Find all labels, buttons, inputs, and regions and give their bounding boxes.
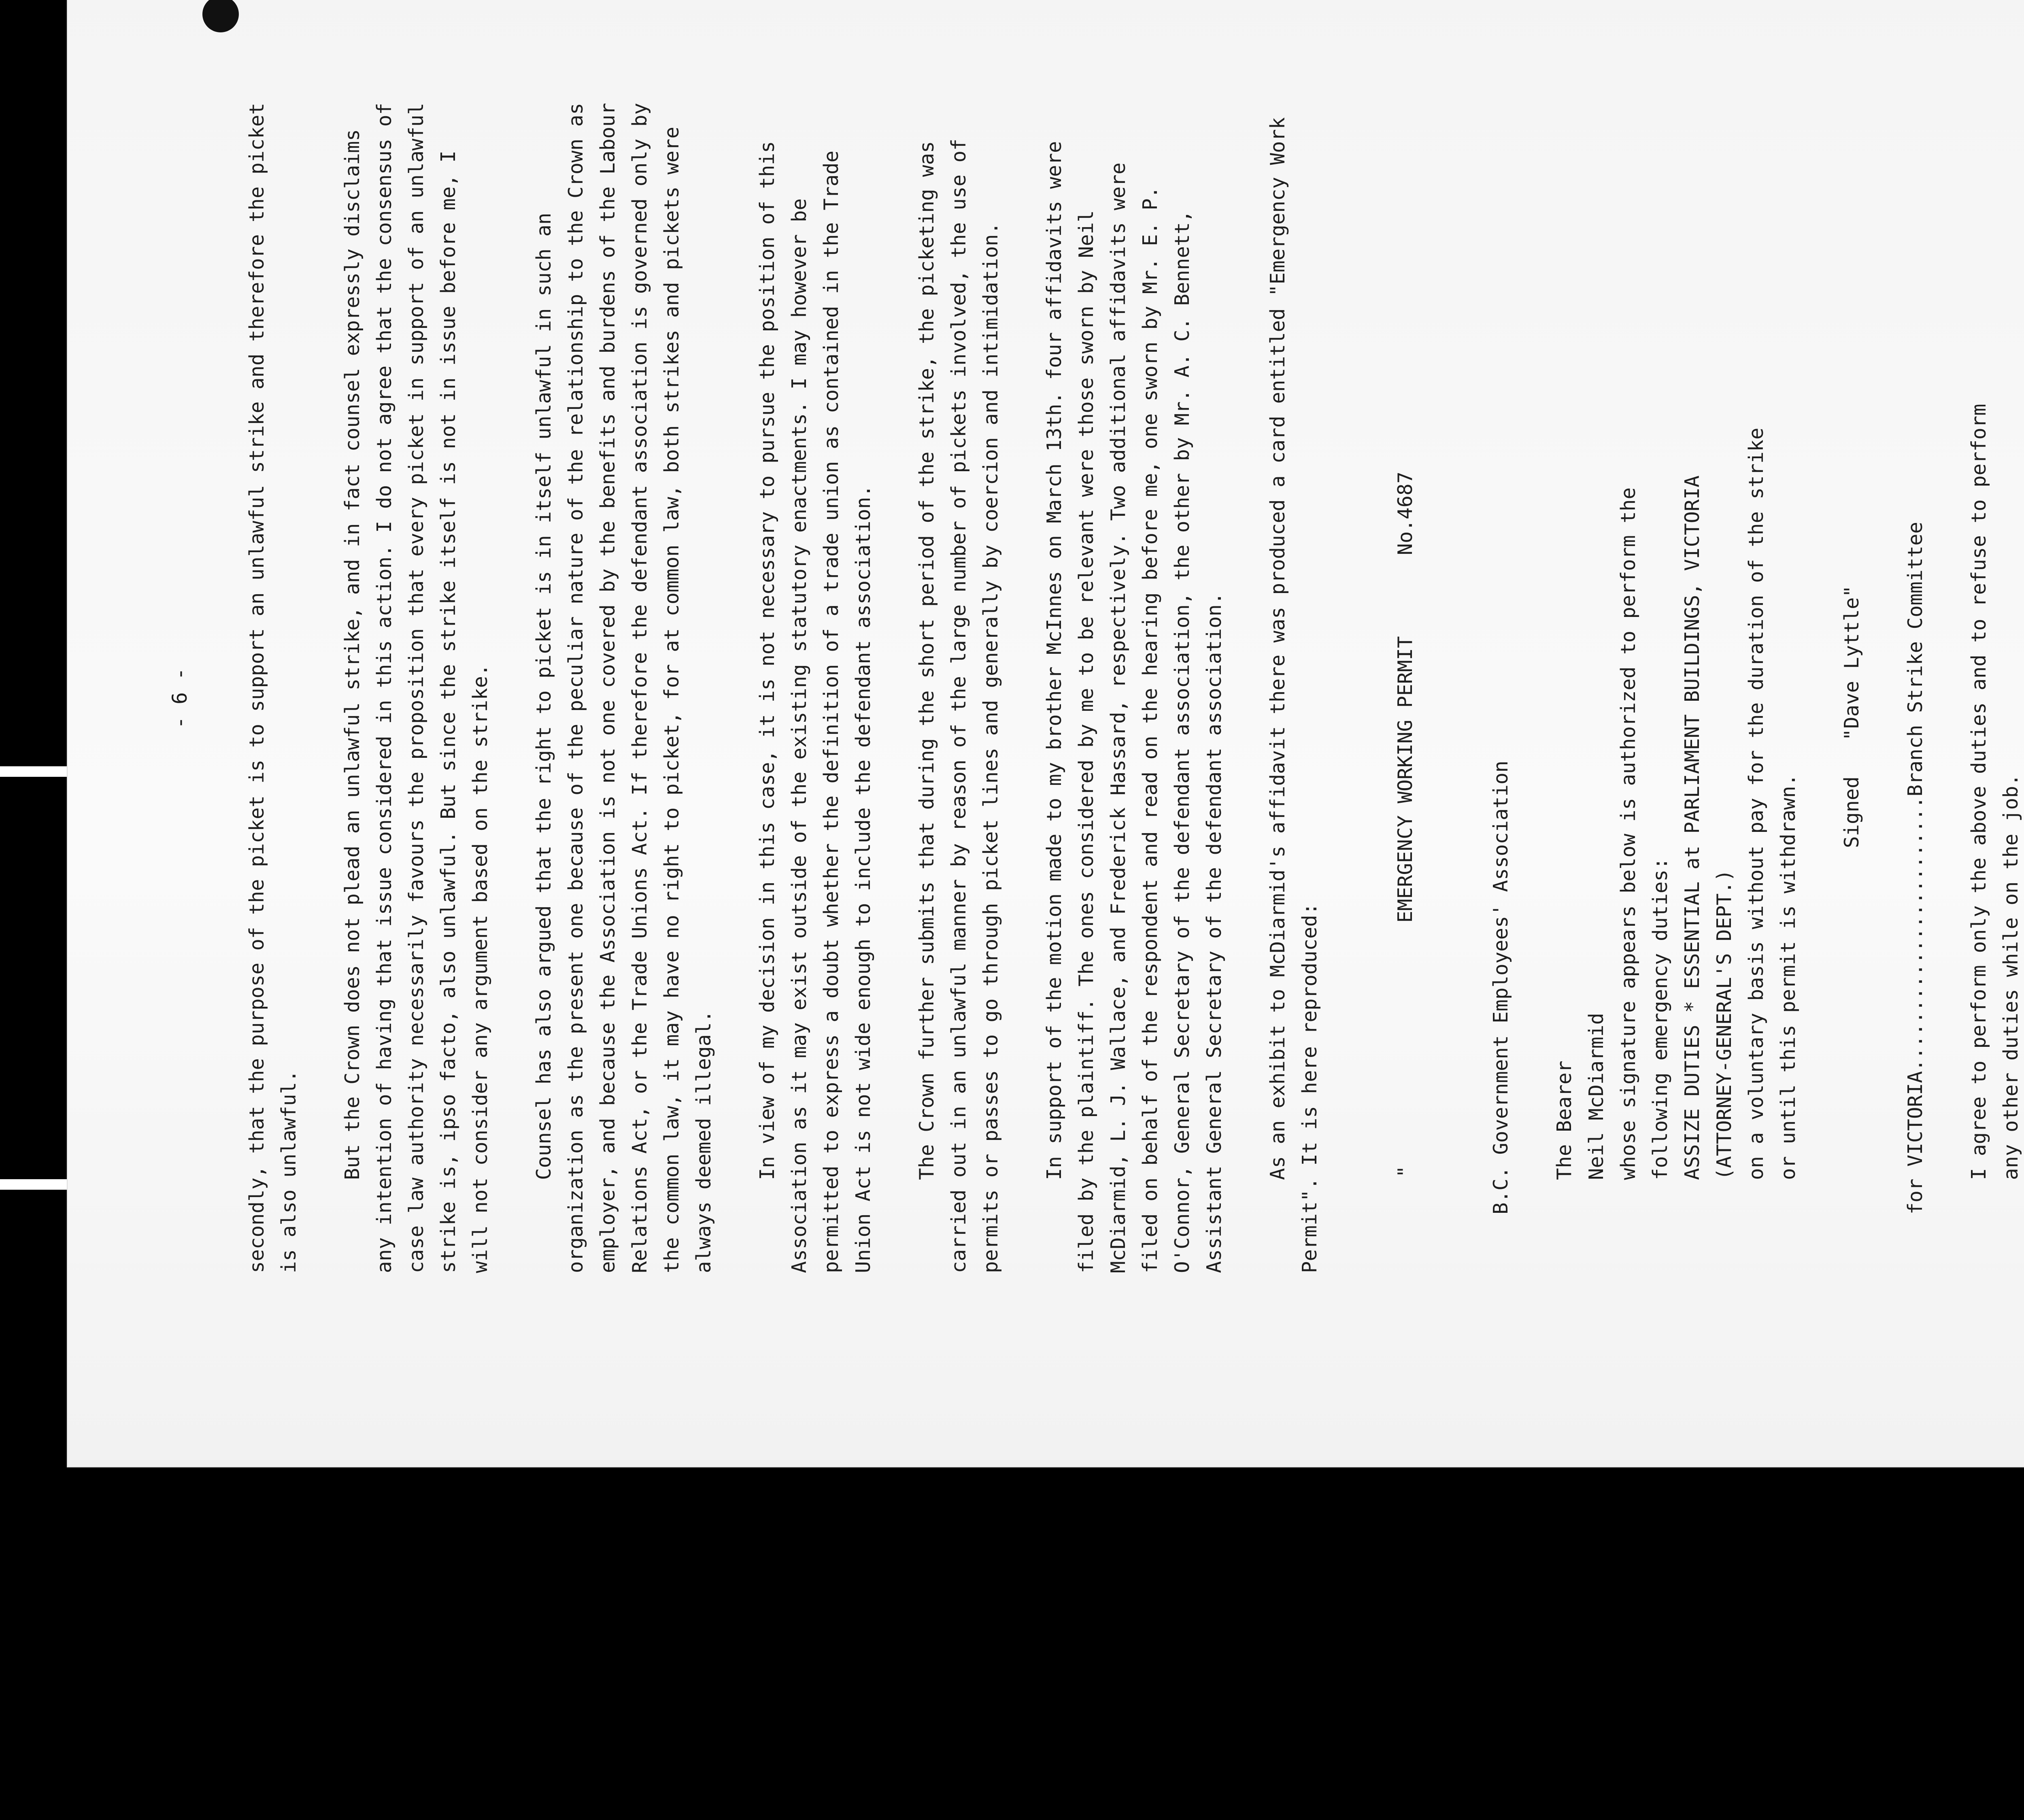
permit-association: B.C. Government Employees' Association bbox=[1489, 760, 1512, 1214]
permit-body-line: or until this permit is withdrawn. bbox=[1777, 774, 1800, 1180]
page-number: - 6 - bbox=[168, 668, 191, 729]
permit-body-line: whose signature appears below is authorized to perform the bbox=[1617, 487, 1640, 1180]
permit-bearer-name: Neil McDiarmid bbox=[1585, 1012, 1608, 1180]
document-page bbox=[67, 0, 2024, 1467]
permit-number: No.4687 bbox=[1394, 471, 1417, 555]
paragraph: The Crown further submits that during the short period of the strike, the picketing was carried out in an unlawful manner by reason of the large number of pickets involved, the use of permits or passes to go through picket lines and generally by coercion and intimidation. bbox=[915, 126, 1002, 1273]
body-text bbox=[241, 91, 2024, 1273]
permit-body-line: ASSIZE DUTIES * ESSENTIAL at PARLIAMENT BUILDINGS, VICTORIA bbox=[1681, 475, 1704, 1180]
permit-open-quote: " bbox=[1394, 1165, 1417, 1178]
paragraph: secondly, that the purpose of the picket is to support an unlawful strike and therefore the picket is also unlawful. bbox=[245, 91, 300, 1273]
permit-body-line: on a voluntary basis without pay for the duration of the strike bbox=[1745, 427, 1768, 1180]
paragraph: As an exhibit to McDiarmid's affidavit there was produced a card entitled "Emergency Work Permit". It is here reproduced: bbox=[1266, 105, 1321, 1273]
permit-signature-line: Signed "Dave Lyttle" bbox=[1840, 585, 1863, 848]
permit-body-line: following emergency duties: bbox=[1649, 857, 1672, 1180]
permit-agree-line: any other duties while on the job. bbox=[1999, 774, 2022, 1180]
paragraph: But the Crown does not plead an unlawful strike, and in fact counsel expressly disclaims any intention of having that issue considered in this action. I do not agree that the consensus of case law authority necessarily favours the proposition that every picket in support of an unlawful strike is, ipso facto, also unlawful. But since the strike itself is not in issue before me, I will not consider any argument based on the strike. bbox=[341, 91, 492, 1273]
paragraph: In support of the motion made to my brother McInnes on March 13th. four affidavits were filed by the plaintiff. The ones considered by me to be relevant were those sworn by Neil McDiarmid, L. J. Wallace, and Frederick Hassard, respectively. Two additional affidavits were filed on behalf of the respondent and read on the hearing before me, one sworn by Mr. E. P. O'Connor, General Secretary of the defendant association, the other by Mr. A. C. Bennett, Assistant General Secretary of the defendant association. bbox=[1043, 129, 1226, 1273]
permit-header-line bbox=[1357, 99, 1453, 1273]
permit-branch-line: for VICTORIA.......................Branch Strike Committee bbox=[1904, 521, 1927, 1214]
punch-hole bbox=[202, 0, 239, 32]
paragraph: In view of my decision in this case, it is not necessary to pursue the position of this Association as it may exist outside of the existing statutory enactments. I may however be permitted to express a doubt whether the definition of a trade union as contained in the Trade Union Act is not wide enough to include the defendant association. bbox=[756, 129, 875, 1273]
permit-title: EMERGENCY WORKING PERMIT bbox=[1394, 636, 1417, 923]
permit-body-line: (ATTORNEY-GENERAL'S DEPT.) bbox=[1713, 869, 1736, 1180]
emergency-permit-reproduction bbox=[1357, 99, 2024, 1273]
permit-bearer-label: The Bearer bbox=[1553, 1060, 1576, 1180]
paragraph: Counsel has also argued that the right to picket is in itself unlawful in such an organization as the present one because of the peculiar nature of the relationship to the Crown as employer, and because the Association is not one covered by the benefits and burdens of the Labour Relations Act, or the Trade Unions Act. If therefore the defendant association is governed only by the common law, it may have no right to picket, for at common law, both strikes and pickets were always deemed illegal. bbox=[532, 91, 715, 1273]
permit-agree-line: I agree to perform only the above duties and to refuse to perform bbox=[1967, 404, 1990, 1180]
